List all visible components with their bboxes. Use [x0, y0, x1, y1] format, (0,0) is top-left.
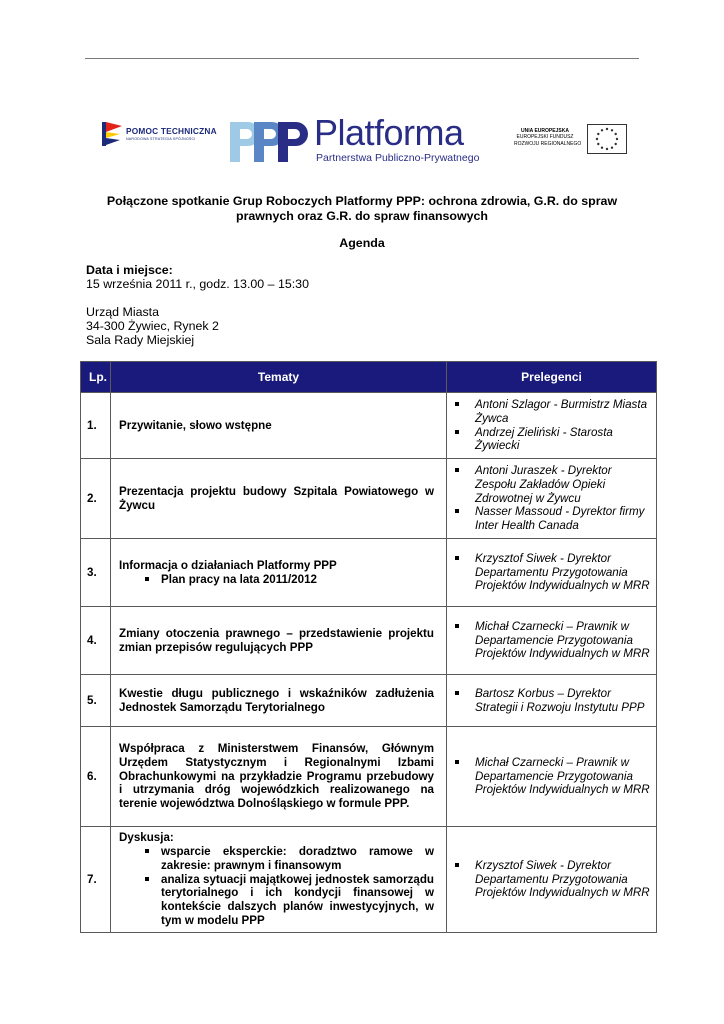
table-row — [81, 727, 657, 827]
row-speakers — [447, 393, 657, 459]
row-topic: Przywitanie, słowo wstępne — [111, 393, 447, 459]
row-speakers — [447, 675, 657, 727]
table-row — [81, 607, 657, 675]
eu-text — [514, 128, 582, 147]
row-number: 6. — [81, 727, 111, 827]
platforma-name: Platforma — [314, 112, 464, 153]
topic-subitem: Plan pracy na lata 2011/2012 — [139, 573, 434, 587]
table-row — [81, 459, 657, 539]
venue-line3: Sala Rady Miejskiej — [86, 333, 195, 347]
row-topic: Współpraca z Ministerstwem Finansów, Głównym Urzędem Statystycznym i Regionalnymi Izbami Obrachunkowymi na przykładzie Programu przebudowy i utrzymania dróg wojewódzkich realizowanego na terenie województwa Dolnośląskiego w formule PPP. — [111, 727, 447, 827]
table-row — [81, 393, 657, 459]
table-header-row — [81, 362, 657, 393]
platforma-ppp-logo — [228, 112, 480, 168]
topic-subitem: analiza sytuacji majątkowej jednostek samorządu terytorialnego i ich kondycji finansowej w kontekście dalszych planów inwestycyjnych, w tym w modelu PPP — [139, 873, 434, 928]
speaker-item: Andrzej Zieliński - Starosta Żywiecki — [453, 426, 650, 454]
row-speakers — [447, 607, 657, 675]
row-topic: Kwestie długu publicznego i wskaźników zadłużenia Jednostek Samorządu Terytorialnego — [111, 675, 447, 727]
row-topic — [111, 827, 447, 933]
row-number: 4. — [81, 607, 111, 675]
topic-subitem: wsparcie eksperckie: doradztwo ramowe w zakresie: prawnym i finansowym — [139, 845, 434, 873]
table-row — [81, 675, 657, 727]
speaker-item: Michał Czarnecki – Prawnik w Departamencie Przygotowania Projektów Indywidualnych w MRR — [453, 620, 650, 661]
speaker-item: Michał Czarnecki – Prawnik w Departamencie Przygotowania Projektów Indywidualnych w MRR — [453, 756, 650, 797]
row-topic: Zmiany otoczenia prawnego – przedstawienie projektu zmian przepisów regulujących PPP — [111, 607, 447, 675]
eu-line1: UNIA EUROPEJSKA — [521, 128, 569, 134]
venue-line1: Urząd Miasta — [86, 305, 159, 319]
eu-flag-icon — [587, 124, 627, 154]
row-topic — [111, 539, 447, 607]
row-topic-text: Informacja o działaniach Platformy PPP — [119, 558, 337, 572]
speaker-item: Antoni Juraszek - Dyrektor Zespołu Zakładów Opieki Zdrowotnej w Żywcu — [453, 464, 650, 505]
speaker-item: Antoni Szlagor - Burmistrz Miasta Żywca — [453, 398, 650, 426]
row-speakers — [447, 727, 657, 827]
row-number: 5. — [81, 675, 111, 727]
table-row — [81, 539, 657, 607]
table-row — [81, 827, 657, 933]
agenda-heading: Agenda — [339, 236, 385, 250]
speaker-item: Bartosz Korbus – Dyrektor Strategii i Rozwoju Instytutu PPP — [453, 687, 650, 715]
eu-line3: ROZWOJU REGIONALNEGO — [514, 140, 582, 147]
place-label: Data i miejsce: — [86, 263, 173, 277]
row-number: 3. — [81, 539, 111, 607]
agenda-table — [80, 361, 657, 933]
row-speakers — [447, 539, 657, 607]
pomoc-techniczna-flag-icon — [102, 118, 122, 148]
row-number: 1. — [81, 393, 111, 459]
speaker-item: Krzysztof Siwek - Dyrektor Departamentu Przygotowania Projektów Indywidualnych w MRR — [453, 859, 650, 900]
pomoc-line1: POMOC TECHNICZNA — [126, 126, 217, 136]
header-lp: Lp. — [81, 362, 111, 393]
ppp-letters-icon — [228, 118, 312, 164]
row-number: 2. — [81, 459, 111, 539]
row-topic-text: Dyskusja: — [119, 831, 174, 845]
speaker-item: Nasser Massoud - Dyrektor firmy Inter Health Canada — [453, 505, 650, 533]
header-speakers: Prelegenci — [447, 362, 657, 393]
header-rule — [85, 58, 639, 59]
eu-line2: EUROPEJSKI FUNDUSZ — [516, 134, 574, 141]
row-number: 7. — [81, 827, 111, 933]
pomoc-line2: NARODOWA STRATEGIA SPÓJNOŚCI — [126, 137, 196, 141]
platforma-sub: Partnerstwa Publiczno-Prywatnego — [316, 152, 480, 164]
eu-logo — [514, 122, 632, 158]
row-speakers — [447, 827, 657, 933]
meeting-date: 15 września 2011 r., godz. 13.00 – 15:30 — [86, 277, 309, 291]
pomoc-techniczna-logo — [88, 102, 224, 162]
meeting-title: Połączone spotkanie Grup Roboczych Platformy PPP: ochrona zdrowia, G.R. do spraw prawnych oraz G.R. do spraw finansowych — [106, 194, 618, 223]
row-topic: Prezentacja projektu budowy Szpitala Powiatowego w Żywcu — [111, 459, 447, 539]
header-topics: Tematy — [111, 362, 447, 393]
speaker-item: Krzysztof Siwek - Dyrektor Departamentu Przygotowania Projektów Indywidualnych w MRR — [453, 552, 650, 593]
venue-line2: 34-300 Żywiec, Rynek 2 — [86, 319, 219, 333]
row-speakers — [447, 459, 657, 539]
